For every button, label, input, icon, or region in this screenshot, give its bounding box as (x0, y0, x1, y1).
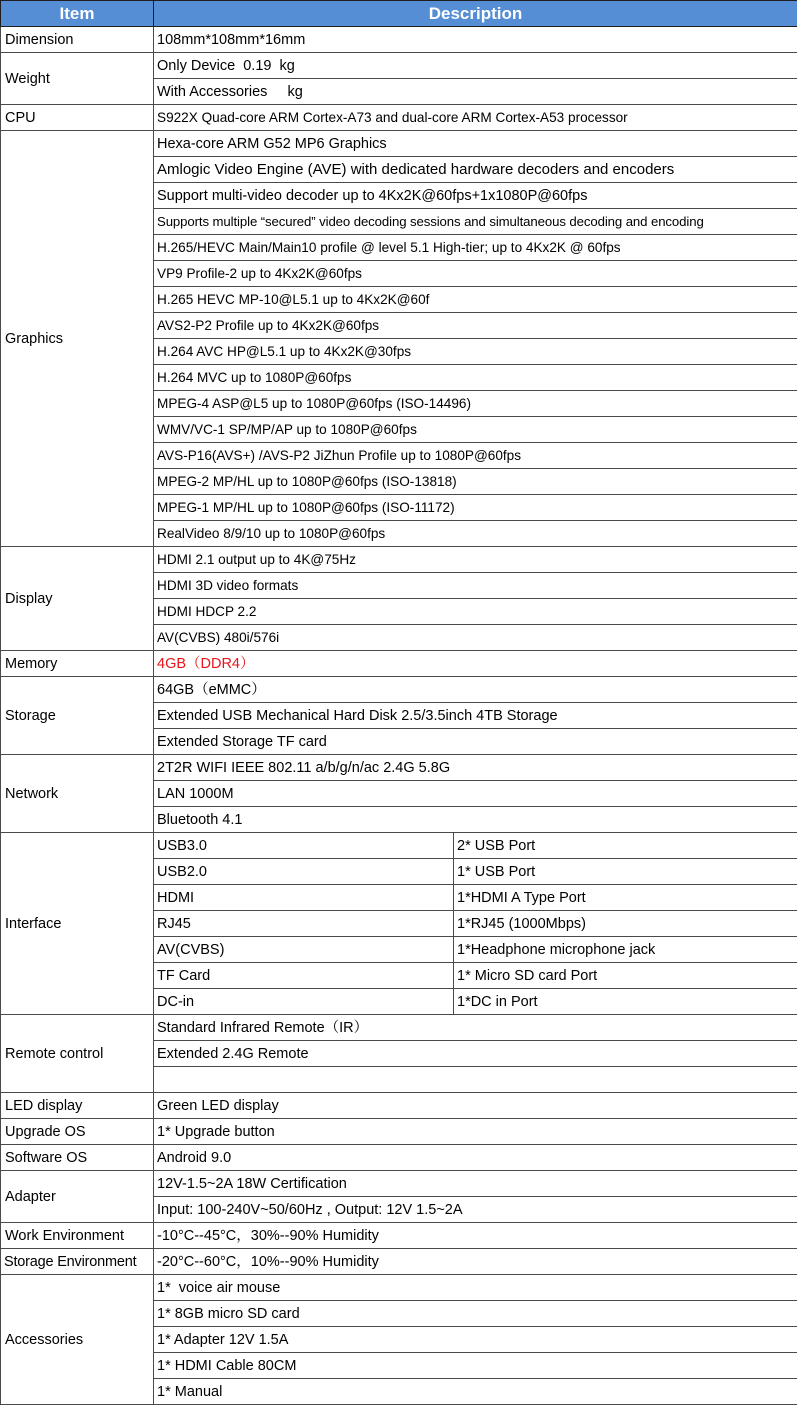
table-row (1, 1249, 797, 1275)
graphics-value: H.264 AVC HP@L5.1 up to 4Kx2K@30fps (154, 339, 797, 365)
graphics-value: Support multi-video decoder up to 4Kx2K@60fps+1x1080P@60fps (154, 183, 797, 209)
graphics-value: MPEG-2 MP/HL up to 1080P@60fps (ISO-13818) (154, 469, 797, 495)
interface-name: USB2.0 (154, 859, 454, 885)
network-value: 2T2R WIFI IEEE 802.11 a/b/g/n/ac 2.4G 5.8G (154, 755, 797, 781)
storage-value: Extended USB Mechanical Hard Disk 2.5/3.5inch 4TB Storage (154, 703, 797, 729)
graphics-value: H.265/HEVC Main/Main10 profile @ level 5.1 High-tier; up to 4Kx2K @ 60fps (154, 235, 797, 261)
accessories-label: Accessories (1, 1275, 154, 1405)
accessories-value: 1* HDMI Cable 80CM (154, 1353, 797, 1379)
table-row (1, 1119, 797, 1145)
storage-label: Storage (1, 677, 154, 755)
interface-name: USB3.0 (154, 833, 454, 859)
graphics-value: WMV/VC-1 SP/MP/AP up to 1080P@60fps (154, 417, 797, 443)
description-header: Description (154, 1, 797, 27)
weight-accessories-value: With Accessories kg (154, 79, 797, 105)
display-value: HDMI HDCP 2.2 (154, 599, 797, 625)
interface-name: HDMI (154, 885, 454, 911)
remote-label: Remote control (1, 1015, 154, 1093)
table-row (1, 1015, 797, 1041)
software-label: Software OS (1, 1145, 154, 1171)
table-row (1, 1145, 797, 1171)
accessories-value: 1* Adapter 12V 1.5A (154, 1327, 797, 1353)
table-row (1, 131, 797, 157)
graphics-value: AVS-P16(AVS+) /AVS-P2 JiZhun Profile up to 1080P@60fps (154, 443, 797, 469)
accessories-value: 1* Manual (154, 1379, 797, 1405)
table-row (1, 651, 797, 677)
table-header (1, 1, 797, 27)
work-env-value: -10°C--45°C，30%--90% Humidity (154, 1223, 797, 1249)
interface-value: 1*RJ45 (1000Mbps) (454, 911, 797, 937)
network-value: Bluetooth 4.1 (154, 807, 797, 833)
interface-value: 1* Micro SD card Port (454, 963, 797, 989)
upgrade-label: Upgrade OS (1, 1119, 154, 1145)
accessories-value: 1* 8GB micro SD card (154, 1301, 797, 1327)
weight-device-value: Only Device 0.19 kg (154, 53, 797, 79)
weight-label: Weight (1, 53, 154, 105)
software-value: Android 9.0 (154, 1145, 797, 1171)
work-env-label: Work Environment (1, 1223, 154, 1249)
accessories-value: 1* voice air mouse (154, 1275, 797, 1301)
led-value: Green LED display (154, 1093, 797, 1119)
table-row (1, 27, 797, 53)
remote-value: Extended 2.4G Remote (154, 1041, 797, 1067)
cpu-value: S922X Quad-core ARM Cortex-A73 and dual-core ARM Cortex-A53 processor (154, 105, 797, 131)
table-row (1, 105, 797, 131)
storage-value: 64GB（eMMC） (154, 677, 797, 703)
interface-value: 1*HDMI A Type Port (454, 885, 797, 911)
table-row (1, 755, 797, 781)
interface-name: AV(CVBS) (154, 937, 454, 963)
remote-value: Standard Infrared Remote（IR） (154, 1015, 797, 1041)
graphics-value: RealVideo 8/9/10 up to 1080P@60fps (154, 521, 797, 547)
interface-name: RJ45 (154, 911, 454, 937)
graphics-value: VP9 Profile-2 up to 4Kx2K@60fps (154, 261, 797, 287)
table-row (1, 1171, 797, 1197)
display-label: Display (1, 547, 154, 651)
remote-value (154, 1067, 797, 1093)
graphics-value: Hexa-core ARM G52 MP6 Graphics (154, 131, 797, 157)
table-row (1, 547, 797, 573)
table-row (1, 1093, 797, 1119)
upgrade-value: 1* Upgrade button (154, 1119, 797, 1145)
interface-value: 1*Headphone microphone jack (454, 937, 797, 963)
graphics-value: Supports multiple “secured” video decoding sessions and simultaneous decoding and encoding (154, 209, 797, 235)
table-row (1, 53, 797, 79)
graphics-label: Graphics (1, 131, 154, 547)
graphics-value: H.264 MVC up to 1080P@60fps (154, 365, 797, 391)
graphics-value: H.265 HEVC MP-10@L5.1 up to 4Kx2K@60f (154, 287, 797, 313)
memory-label: Memory (1, 651, 154, 677)
interface-value: 1* USB Port (454, 859, 797, 885)
led-label: LED display (1, 1093, 154, 1119)
table-row (1, 1275, 797, 1301)
memory-value: 4GB（DDR4） (154, 651, 797, 677)
adapter-value: Input: 100-240V~50/60Hz , Output: 12V 1.5~2A (154, 1197, 797, 1223)
network-label: Network (1, 755, 154, 833)
dimension-label: Dimension (1, 27, 154, 53)
adapter-label: Adapter (1, 1171, 154, 1223)
adapter-value: 12V-1.5~2A 18W Certification (154, 1171, 797, 1197)
item-header: Item (1, 1, 154, 27)
graphics-value: AVS2-P2 Profile up to 4Kx2K@60fps (154, 313, 797, 339)
network-value: LAN 1000M (154, 781, 797, 807)
interface-name: DC-in (154, 989, 454, 1015)
interface-name: TF Card (154, 963, 454, 989)
table-row (1, 1223, 797, 1249)
dimension-value: 108mm*108mm*16mm (154, 27, 797, 53)
storage-env-label: Storage Environment (1, 1249, 154, 1275)
cpu-label: CPU (1, 105, 154, 131)
interface-value: 1*DC in Port (454, 989, 797, 1015)
table-row (1, 677, 797, 703)
interface-label: Interface (1, 833, 154, 1015)
display-value: HDMI 2.1 output up to 4K@75Hz (154, 547, 797, 573)
table-row (1, 833, 797, 859)
storage-value: Extended Storage TF card (154, 729, 797, 755)
interface-value: 2* USB Port (454, 833, 797, 859)
display-value: HDMI 3D video formats (154, 573, 797, 599)
graphics-value: MPEG-1 MP/HL up to 1080P@60fps (ISO-11172) (154, 495, 797, 521)
graphics-value: Amlogic Video Engine (AVE) with dedicated hardware decoders and encoders (154, 157, 797, 183)
display-value: AV(CVBS) 480i/576i (154, 625, 797, 651)
graphics-value: MPEG-4 ASP@L5 up to 1080P@60fps (ISO-14496) (154, 391, 797, 417)
storage-env-value: -20°C--60°C，10%--90% Humidity (154, 1249, 797, 1275)
